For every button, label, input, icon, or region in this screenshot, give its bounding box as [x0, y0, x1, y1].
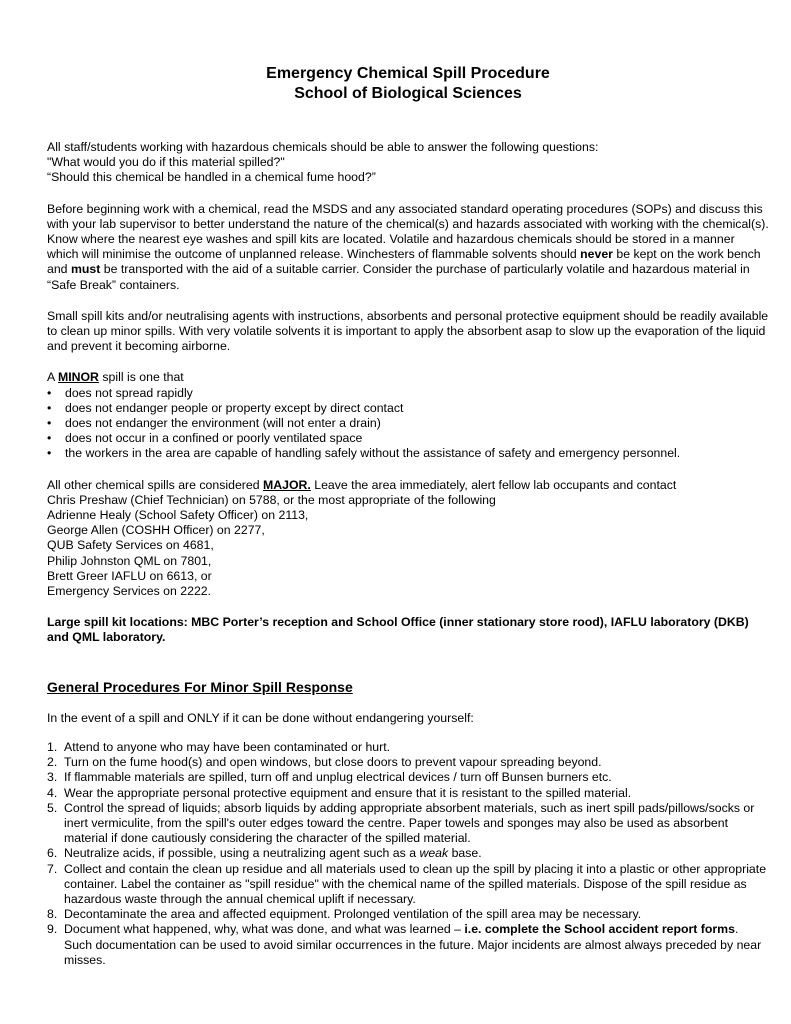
minor-definition — [47, 370, 769, 385]
major-rest: Leave the area immediately, alert fellow lab occupants and contact — [310, 477, 677, 492]
minor-lead-b: spill is one that — [98, 370, 184, 385]
list-item — [47, 801, 769, 847]
document-title — [47, 64, 769, 104]
contact-line: Emergency Services on 2222. — [47, 584, 212, 599]
title-line-2: School of Biological Sciences — [294, 85, 522, 102]
accident-report-emphasis: i.e. complete the School accident report forms — [464, 922, 735, 937]
list-item — [47, 786, 769, 801]
step-text: If flammable materials are spilled, turn off and unplug electrical devices / turn off Bunsen burners etc. — [64, 770, 612, 785]
major-keyword: MAJOR. — [262, 477, 311, 492]
large-kit-locations: Large spill kit locations: MBC Porter’s reception and School Office (inner stationary store rood), IAFLU laboratory (DKB) and QML laboratory. — [47, 615, 749, 645]
step-number: 6. — [47, 846, 58, 861]
step-text: Neutralize acids, if possible, using a neutralizing agent such as a — [64, 846, 420, 861]
document-page — [47, 64, 769, 968]
minor-lead-a: A — [47, 370, 58, 385]
general-intro: In the event of a spill and ONLY if it can be done without endangering yourself: — [47, 710, 474, 725]
intro-line-1: All staff/students working with hazardous chemicals should be able to answer the following questions: — [47, 140, 599, 154]
step-number: 2. — [47, 755, 58, 770]
contact-line: George Allen (COSHH Officer) on 2277, — [47, 523, 265, 538]
intro-line-3: “Should this chemical be handled in a chemical fume hood?” — [47, 170, 376, 185]
contact-line: Brett Greer IAFLU on 6613, or — [47, 568, 212, 583]
step-number: 9. — [47, 922, 58, 937]
before-text-3: be transported with the aid of a suitable carrier. Consider the purchase of particularly volatile and hazardous material in “Safe Break” containers. — [47, 262, 750, 292]
step-number: 5. — [47, 800, 58, 815]
contact-line: Adrienne Healy (School Safety Officer) on 2113, — [47, 508, 309, 523]
step-text: base. — [448, 846, 482, 861]
step-text: Control the spread of liquids; absorb liquids by adding appropriate absorbent materials, such as inert spill pads/pillows/socks or inert vermiculite, from the spill's outer edges toward the centre. Paper towels and sponges may also be used as absorbent material if done cautiously considering the character of the spilled material. — [64, 800, 755, 846]
step-number: 7. — [47, 861, 58, 876]
list-item: • does not occur in a confined or poorly ventilated space — [47, 431, 769, 446]
list-item: • does not endanger people or property except by direct contact — [47, 401, 769, 416]
step-number: 1. — [47, 739, 58, 754]
step-text: Wear the appropriate personal protective equipment and ensure that it is resistant to the spilled material. — [64, 785, 632, 800]
intro-paragraph — [47, 140, 769, 186]
contact-line: Chris Preshaw (Chief Technician) on 5788, or the most appropriate of the following — [47, 492, 496, 507]
major-paragraph — [47, 478, 769, 600]
list-item: • does not endanger the environment (will not enter a drain) — [47, 416, 769, 431]
step-text: Collect and contain the clean up residue and all materials used to clean up the spill by placing it into a plastic or other appropriate container. Label the container as "spill residue" with the chemical name of the spilled materials. Dispose of the spill residue as hazardous waste through the annual chemical uplift if necessary. — [64, 861, 767, 906]
list-item: • does not spread rapidly — [47, 386, 769, 401]
list-item — [47, 862, 769, 908]
never-emphasis: never — [580, 247, 613, 262]
small-kits-paragraph: Small spill kits and/or neutralising agents with instructions, absorbents and personal protective equipment should be readily available to clean up minor spills. With very volatile solvents it is important to apply the absorbent asap to slow up the evaporation of the liquid and prevent it becoming airborne. — [47, 308, 769, 354]
must-emphasis: must — [70, 262, 101, 277]
list-item — [47, 846, 769, 861]
before-text-1: Before beginning work with a chemical, read the MSDS and any associated standard operating procedures (SOPs) and discuss this with your lab supervisor to better understand the nature of the chemical(s) and hazards associated with working with the chemical(s). Know where the nearest eye washes and spill kits are located. Volatile and hazardous chemicals should be stored in a manner which will minimise the outcome of unplanned release. Winchesters of flammable solvents should — [47, 201, 769, 262]
step-text: Attend to anyone who may have been contaminated or hurt. — [64, 739, 391, 754]
list-item: • the workers in the area are capable of handling safely without the assistance of safety and emergency personnel. — [47, 446, 769, 461]
section-heading: General Procedures For Minor Spill Response — [47, 678, 353, 695]
step-number: 3. — [47, 770, 58, 785]
before-text-2: be kept on the work bench and — [47, 247, 761, 277]
weak-emphasis: weak — [419, 846, 449, 861]
step-number: 4. — [47, 785, 58, 800]
procedure-steps-list — [47, 740, 769, 968]
list-item — [47, 907, 769, 922]
contact-line: QUB Safety Services on 4681, — [47, 538, 214, 553]
list-item — [47, 740, 769, 755]
intro-line-2: "What would you do if this material spilled?" — [47, 155, 285, 170]
minor-keyword: MINOR — [57, 370, 99, 385]
step-text: Document what happened, why, what was done, and what was learned – — [64, 922, 465, 937]
contact-line: Philip Johnston QML on 7801, — [47, 553, 212, 568]
step-number: 8. — [47, 907, 58, 922]
step-text: Decontaminate the area and affected equipment. Prolonged ventilation of the spill area may be necessary. — [64, 907, 642, 922]
major-lead: All other chemical spills are considered — [47, 477, 263, 492]
title-line-1: Emergency Chemical Spill Procedure — [266, 65, 550, 82]
before-paragraph — [47, 202, 769, 293]
step-text: Turn on the fume hood(s) and open windows, but close doors to prevent vapour spreading beyond. — [64, 755, 602, 770]
step-text: . Such documentation can be used to avoid similar occurrences in the future. Major incidents are almost always preceded by near misses. — [64, 922, 762, 967]
minor-criteria-list — [47, 386, 769, 462]
list-item — [47, 755, 769, 770]
list-item — [47, 770, 769, 785]
list-item — [47, 922, 769, 968]
